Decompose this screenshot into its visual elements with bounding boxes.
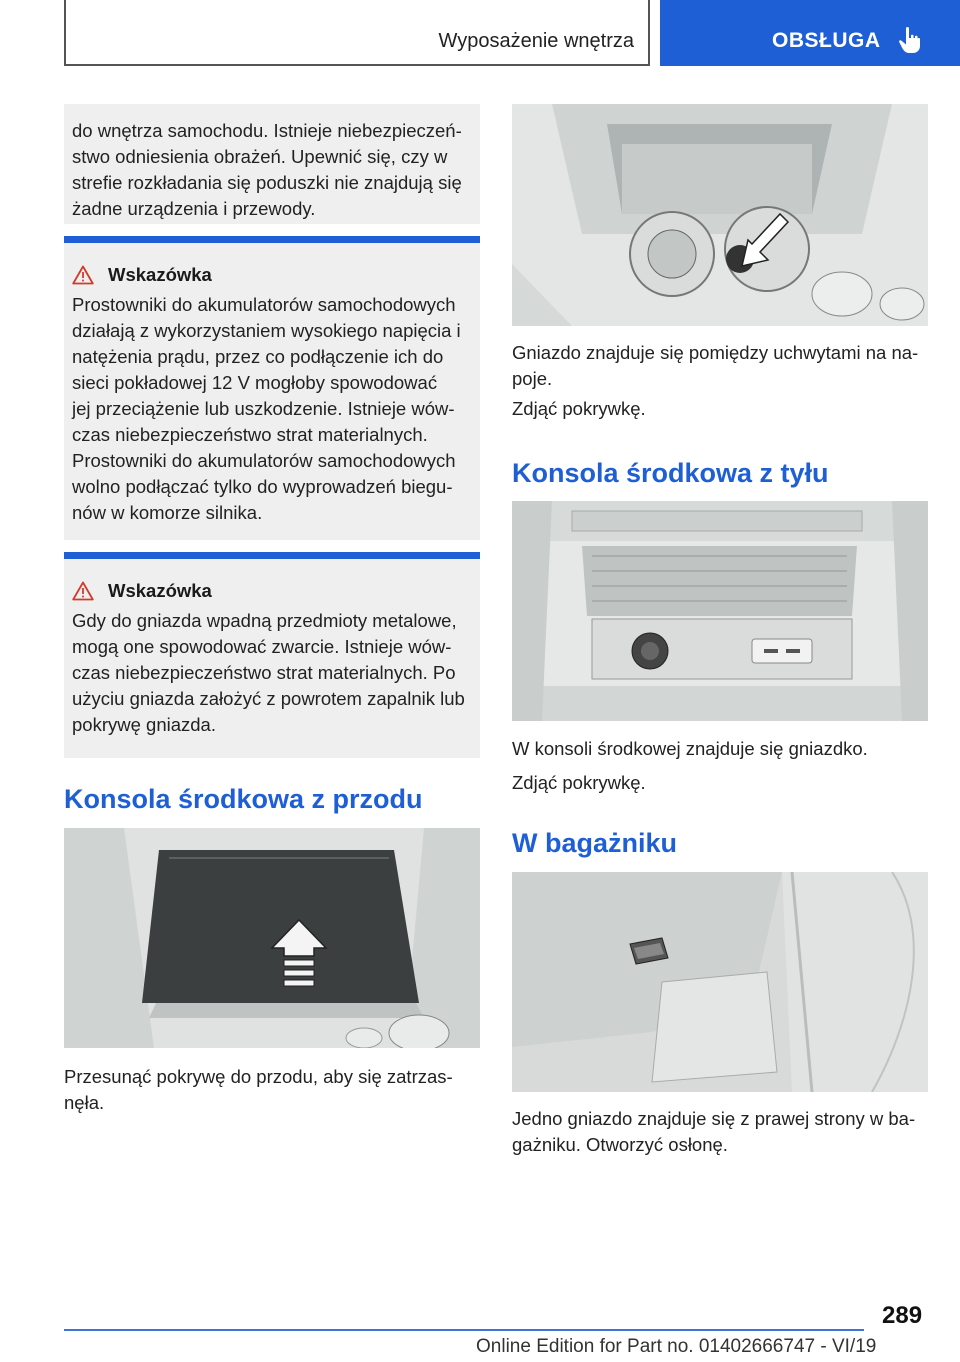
caption-line: Jedno gniazdo znajduje się z prawej strony w ba‐: [512, 1108, 916, 1129]
note-line: Prostowniki do akumulatorów samochodowych: [72, 450, 456, 471]
cupholder-socket-illustration: [512, 104, 928, 326]
socket-step: Zdjąć pokrywkę.: [512, 398, 646, 419]
note-title: Wskazówka: [108, 264, 212, 285]
note-line: czas niebezpieczeństwo strat materialnych. Po: [72, 662, 456, 683]
header-chapter-title: OBSŁUGA: [772, 29, 881, 52]
heading-rear-console: Konsola środkowa z tyłu: [512, 458, 829, 488]
intro-line: stwo odniesienia obrażeń. Upewnić się, czy w: [72, 146, 448, 167]
front-console-caption: [64, 1064, 453, 1116]
intro-line: do wnętrza samochodu. Istnieje niebezpieczeń‐: [72, 120, 462, 141]
intro-note-box: [64, 104, 480, 224]
note-top-bar: [64, 552, 480, 559]
caption-line: poje.: [512, 368, 553, 389]
note-line: mogą one spowodować zwarcie. Istnieje wów‐: [72, 636, 452, 657]
intro-line: strefie rozkładania się poduszki nie znajdują się: [72, 172, 462, 193]
rear-console-caption: W konsoli środkowej znajduje się gniazdko.: [512, 738, 868, 759]
rear-console-step: Zdjąć pokrywkę.: [512, 772, 646, 793]
trunk-caption: [512, 1106, 915, 1158]
socket-caption: [512, 340, 918, 392]
page-number: 289: [882, 1302, 923, 1329]
warning-triangle-icon: [72, 265, 94, 285]
intro-line: żadne urządzenia i przewody.: [72, 198, 316, 219]
note-title: Wskazówka: [108, 580, 212, 601]
pointing-hand-icon: [898, 26, 922, 54]
note-line: natężenia prądu, przez co podłączenie ich do: [72, 346, 444, 367]
note-line: pokrywę gniazda.: [72, 714, 216, 735]
note-line: jej przeciążenie lub uszkodzenie. Istnieje wów‐: [72, 398, 455, 419]
note-line: Gdy do gniazda wpadną przedmioty metalowe,: [72, 610, 457, 631]
note-line: użyciu gniazda założyć z powrotem zapalnik lub: [72, 688, 465, 709]
front-console-illustration: [64, 828, 480, 1048]
trunk-socket-illustration: [512, 872, 928, 1092]
warning-note-1: [64, 236, 480, 540]
note-line: czas niebezpieczeństwo strat materialnych.: [72, 424, 428, 445]
note-line: Prostowniki do akumulatorów samochodowych: [72, 294, 456, 315]
caption-line: gażniku. Otworzyć osłonę.: [512, 1134, 728, 1155]
warning-note-2: [64, 552, 480, 758]
header-section-tab: [64, 0, 650, 66]
caption-line: Gniazdo znajduje się pomiędzy uchwytami na na‐: [512, 342, 919, 363]
caption-line: nęła.: [64, 1092, 105, 1113]
heading-front-console: Konsola środkowa z przodu: [64, 784, 423, 814]
note-line: wolno podłączać tylko do wyprowadzeń biegu‐: [72, 476, 453, 497]
note-line: działają z wykorzystaniem wysokiego napięcia i: [72, 320, 461, 341]
heading-trunk: W bagażniku: [512, 828, 678, 858]
note-top-bar: [64, 236, 480, 243]
header-section-title: Wyposażenie wnętrza: [438, 30, 634, 52]
footer-divider: [64, 1329, 864, 1331]
footer-edition: Online Edition for Part no. 01402666747 - VI/19: [476, 1336, 877, 1357]
note-line: nów w komorze silnika.: [72, 502, 263, 523]
header-chapter-tab: [660, 0, 960, 66]
rear-console-illustration: [512, 501, 928, 721]
caption-line: Przesunąć pokrywę do przodu, aby się zatrzas‐: [64, 1066, 453, 1087]
warning-triangle-icon: [72, 581, 94, 601]
note-line: sieci pokładowej 12 V mogłoby spowodować: [72, 372, 438, 393]
